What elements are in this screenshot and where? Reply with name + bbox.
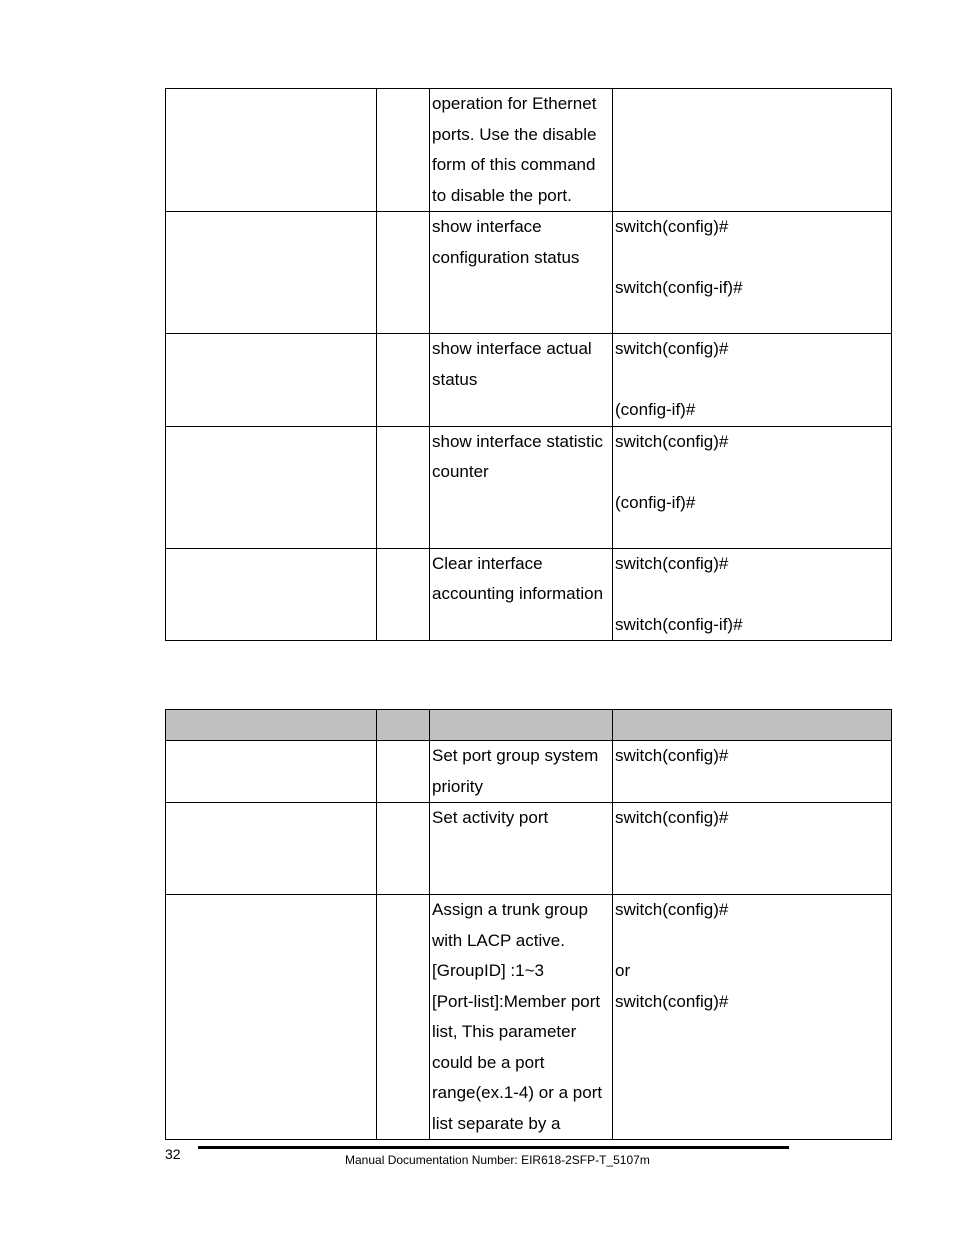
description-cell: Set activity port <box>430 803 613 895</box>
mode-cell: switch(config)# switch(config-if)# <box>613 212 892 334</box>
command-cell <box>166 895 377 1140</box>
lacp-command-table <box>165 709 892 1140</box>
description-cell: show interface actual status <box>430 334 613 427</box>
command-cell <box>166 803 377 895</box>
table-row <box>166 212 892 334</box>
table-row <box>166 334 892 427</box>
table-row <box>166 548 892 641</box>
parameter-cell <box>377 212 430 334</box>
command-cell <box>166 212 377 334</box>
parameter-cell <box>377 334 430 427</box>
description-cell: Set port group system priority <box>430 741 613 803</box>
table-header-row <box>166 710 892 741</box>
command-cell <box>166 741 377 803</box>
mode-cell: switch(config)# <box>613 803 892 895</box>
header-cell <box>613 710 892 741</box>
parameter-cell <box>377 548 430 641</box>
command-cell <box>166 334 377 427</box>
description-cell: operation for Ethernet ports. Use the disable form of this command to disable the port. <box>430 89 613 212</box>
parameter-cell <box>377 89 430 212</box>
table-row <box>166 895 892 1140</box>
parameter-cell <box>377 895 430 1140</box>
parameter-cell <box>377 803 430 895</box>
command-cell <box>166 426 377 548</box>
footer-divider <box>198 1146 789 1149</box>
parameter-cell <box>377 741 430 803</box>
command-cell <box>166 89 377 212</box>
table-row <box>166 741 892 803</box>
header-cell <box>166 710 377 741</box>
table-row <box>166 89 892 212</box>
command-cell <box>166 548 377 641</box>
table-row <box>166 426 892 548</box>
header-cell <box>377 710 430 741</box>
description-cell: show interface configuration status <box>430 212 613 334</box>
parameter-cell <box>377 426 430 548</box>
header-cell <box>430 710 613 741</box>
mode-cell: switch(config)# switch(config-if)# <box>613 548 892 641</box>
interface-command-table <box>165 88 892 641</box>
description-cell: Clear interface accounting information <box>430 548 613 641</box>
mode-cell: switch(config)# (config-if)# <box>613 334 892 427</box>
doc-number: Manual Documentation Number: EIR618-2SFP-T_5107m <box>345 1153 650 1167</box>
page-number: 32 <box>165 1146 181 1162</box>
mode-cell: switch(config)# <box>613 741 892 803</box>
description-cell: Assign a trunk group with LACP active. [GroupID] :1~3 [Port-list]:Member port list, This parameter could be a port range(ex.1-4) or a port list separate by a <box>430 895 613 1140</box>
mode-cell: switch(config)# (config-if)# <box>613 426 892 548</box>
mode-cell <box>613 89 892 212</box>
mode-cell: switch(config)# or switch(config)# <box>613 895 892 1140</box>
description-cell: show interface statistic counter <box>430 426 613 548</box>
table-row <box>166 803 892 895</box>
